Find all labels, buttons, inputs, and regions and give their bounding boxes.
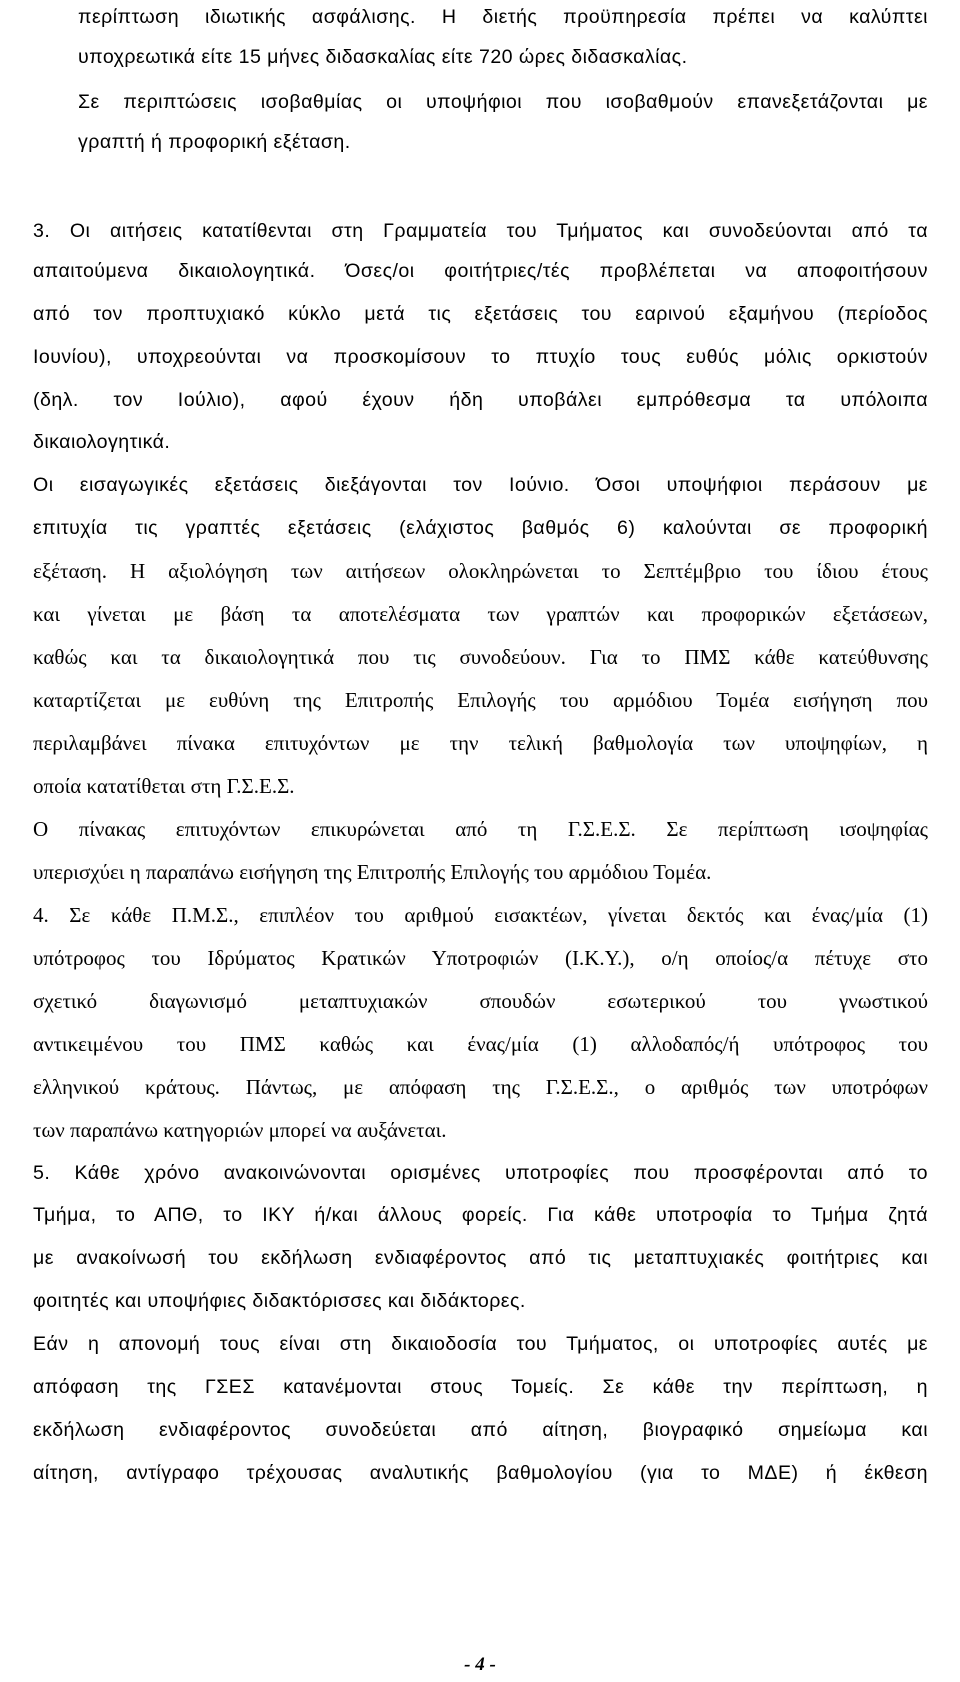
text-line: απόφαση της ΓΣΕΣ κατανέμονται στους Τομείς. Σε κάθε την περίπτωση, η [33,1376,928,1398]
text-line: υπερισχύει η παραπάνω εισήγηση της Επιτροπής Επιλογής του αρμόδιου Τομέα. [33,860,712,884]
text-line: γραπτή ή προφορική εξέταση. [78,131,351,153]
text-line: σχετικό διαγωνισμό μεταπτυχιακών σπουδών εσωτερικού του γνωστικού [33,989,928,1013]
text-line: καταρτίζεται με ευθύνη της Επιτροπής Επιλογής του αρμόδιου Τομέα εισήγηση που [33,688,928,712]
text-line: εξέταση. Η αξιολόγηση των αιτήσεων ολοκληρώνεται το Σεπτέμβριο του ίδιου έτους [33,559,928,583]
text-line: Εάν η απονομή τους είναι στη δικαιοδοσία του Τμήματος, οι υποτροφίες αυτές με [33,1333,928,1355]
text-line: Ιουνίου), υποχρεούνται να προσκομίσουν το πτυχίο τους ευθύς μόλις ορκιστούν [33,346,928,368]
text-line: με ανακοίνωσή του εκδήλωση ενδιαφέροντος από τις μεταπτυχιακές φοιτήτριες και [33,1247,928,1269]
text-line: 5. Κάθε χρόνο ανακοινώνονται ορισμένες υποτροφίες που προσφέρονται από το [33,1162,928,1184]
text-line: αντικειμένου του ΠΜΣ καθώς και ένας/μία (1) αλλοδαπός/ή υπότροφος του [33,1032,928,1056]
text-line: (δηλ. τον Ιούλιο), αφού έχουν ήδη υποβάλει εμπρόθεσμα τα υπόλοιπα [33,389,928,411]
text-line: εκδήλωση ενδιαφέροντος συνοδεύεται από αίτηση, βιογραφικό σημείωμα και [33,1419,928,1441]
text-line: 3. Οι αιτήσεις κατατίθενται στη Γραμματεία του Τμήματος και συνοδεύονται από τα [33,220,928,242]
text-line: απαιτούμενα δικαιολογητικά. Όσες/οι φοιτήτριες/τές προβλέπεται να αποφοιτήσουν [33,260,928,282]
text-line: επιτυχία τις γραπτές εξετάσεις (ελάχιστος βαθμός 6) καλούνται σε προφορική [33,517,928,539]
text-line: οποία κατατίθεται στη Γ.Σ.Ε.Σ. [33,774,295,798]
text-line: ελληνικού κράτους. Πάντως, με απόφαση της Γ.Σ.Ε.Σ., ο αριθμός των υποτρόφων [33,1075,928,1099]
text-line: περίπτωση ιδιωτικής ασφάλισης. Η διετής προϋπηρεσία πρέπει να καλύπτει [78,6,928,28]
text-line: δικαιολογητικά. [33,431,171,453]
text-line: καθώς και τα δικαιολογητικά που τις συνοδεύουν. Για το ΠΜΣ κάθε κατεύθυνσης [33,645,928,669]
text-line: Οι εισαγωγικές εξετάσεις διεξάγονται τον Ιούνιο. Όσοι υποψήφιοι περάσουν με [33,474,928,496]
text-line: Σε περιπτώσεις ισοβαθμίας οι υποψήφιοι που ισοβαθμούν επανεξετάζονται με [78,91,928,113]
text-line: Ο πίνακας επιτυχόντων επικυρώνεται από τη Γ.Σ.Ε.Σ. Σε περίπτωση ισοψηφίας [33,817,928,841]
page-number: - 4 - [464,1654,496,1675]
text-line: από τον προπτυχιακό κύκλο μετά τις εξετάσεις του εαρινού εξαμήνου (περίοδος [33,303,928,325]
text-line: υποχρεωτικά είτε 15 μήνες διδασκαλίας είτε 720 ώρες διδασκαλίας. [78,46,688,68]
text-line: και γίνεται με βάση τα αποτελέσματα των γραπτών και προφορικών εξετάσεων, [33,602,928,626]
text-line: Τμήμα, το ΑΠΘ, το ΙΚΥ ή/και άλλους φορείς. Για κάθε υποτροφία το Τμήμα ζητά [33,1204,928,1226]
text-line: υπότροφος του Ιδρύματος Κρατικών Υποτροφιών (Ι.Κ.Υ.), ο/η οποίος/α πέτυχε στο [33,946,928,970]
text-line: των παραπάνω κατηγοριών μπορεί να αυξάνεται. [33,1118,447,1142]
text-line: αίτηση, αντίγραφο τρέχουσας αναλυτικής βαθμολογίου (για το ΜΔΕ) ή έκθεση [33,1462,928,1484]
text-line: περιλαμβάνει πίνακα επιτυχόντων με την τελική βαθμολογία των υποψηφίων, η [33,731,928,755]
text-line: 4. Σε κάθε Π.Μ.Σ., επιπλέον του αριθμού εισακτέων, γίνεται δεκτός και ένας/μία (1) [33,903,928,927]
text-line: φοιτητές και υποψήφιες διδακτόρισσες και διδάκτορες. [33,1290,526,1312]
